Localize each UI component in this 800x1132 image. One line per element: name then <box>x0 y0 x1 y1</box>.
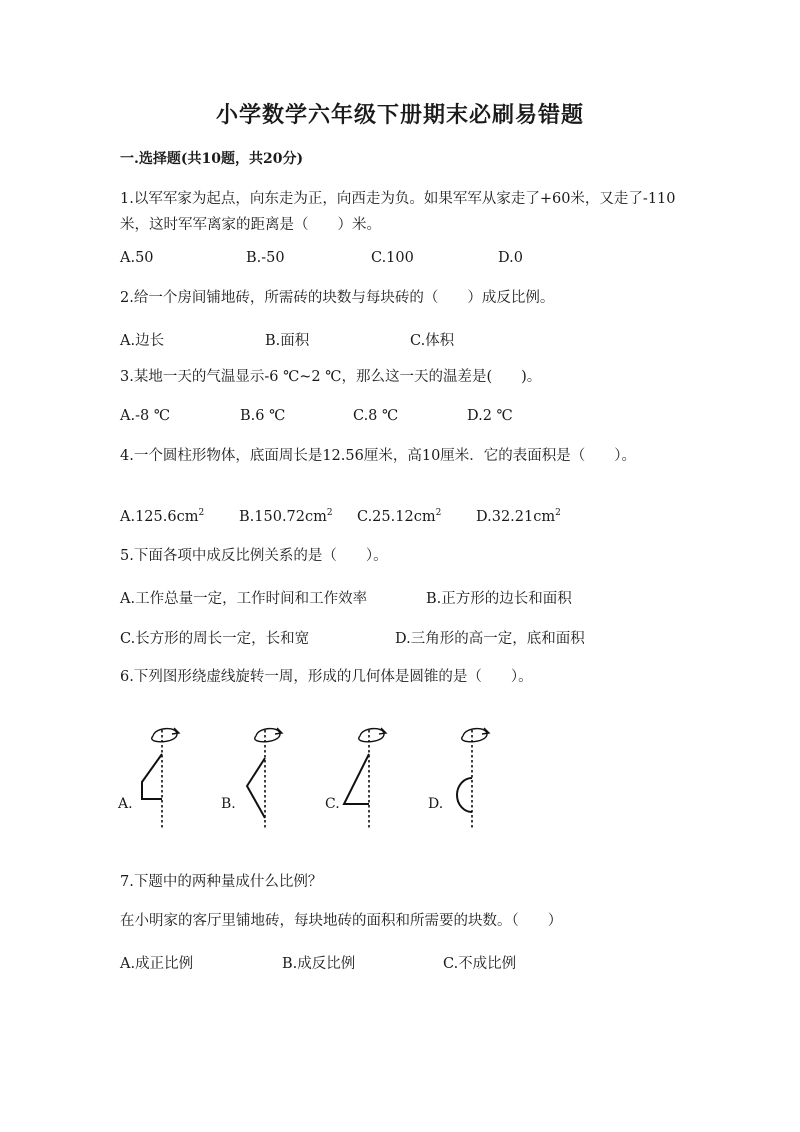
q5-option-a: A.工作总量一定，工作时间和工作效率 <box>120 591 368 607</box>
q7-option-a: A.成正比例 <box>120 956 194 972</box>
q4-option-c: $C.25.12cm^2$ <box>357 508 442 525</box>
q5-option-d: D.三角形的高一定，底和面积 <box>395 631 585 647</box>
q1-option-a: A.50 <box>120 250 154 266</box>
figure-b <box>218 718 318 830</box>
q4-option-b: $B.150.72cm^2$ <box>239 508 333 525</box>
figure-d <box>425 718 525 830</box>
question-3-stem: 3.某地一天的气温显示-6 ℃~2 ℃，那么这一天的温差是( )。 <box>120 369 542 385</box>
figure-b-label: B. <box>221 796 236 812</box>
q1-option-c: C.100 <box>371 250 414 266</box>
question-6-stem: 6.下列图形绕虚线旋转一周，形成的几何体是圆锥的是（ ）。 <box>120 669 533 685</box>
q1-option-b: B.-50 <box>246 250 285 266</box>
question-5-stem: 5.下面各项中成反比例关系的是（ ）。 <box>120 548 388 564</box>
q3-option-b: B.6 ℃ <box>240 408 286 424</box>
question-7-stem: 7.下题中的两种量成什么比例？ <box>120 874 323 890</box>
section-heading: 一.选择题(共10题，共20分) <box>120 151 304 167</box>
figure-a <box>115 718 215 830</box>
figure-d-label: D. <box>428 796 444 812</box>
q2-option-c: C.体积 <box>410 333 455 349</box>
q5-option-b: B.正方形的边长和面积 <box>426 591 572 607</box>
q2-option-a: A.边长 <box>120 333 165 349</box>
figure-c <box>322 718 422 830</box>
q5-option-c: C.长方形的周长一定，长和宽 <box>120 631 310 647</box>
q1-option-d: D.0 <box>498 250 523 266</box>
question-1-stem: 1.以军军家为起点，向东走为正，向西走为负。如果军军从家走了+60米，又走了-110米，这时军军离家的距离是（ ）米。 <box>120 191 676 233</box>
q2-option-b: B.面积 <box>265 333 310 349</box>
figure-a-label: A. <box>118 796 133 812</box>
question-2-stem: 2.给一个房间铺地砖，所需砖的块数与每块砖的（ ）成反比例。 <box>120 290 555 306</box>
question-4-stem: 4.一个圆柱形物体，底面周长是12.56厘米，高10厘米．它的表面积是（ ）。 <box>120 448 637 464</box>
question-7-sub: 在小明家的客厅里铺地砖，每块地砖的面积和所需要的块数。（ ） <box>120 913 563 929</box>
q7-option-c: C.不成比例 <box>443 956 517 972</box>
q3-option-a: A.-8 ℃ <box>120 408 171 424</box>
q3-option-d: D.2 ℃ <box>467 408 513 424</box>
page-title: 小学数学六年级下册期末必刷易错题 <box>215 102 584 128</box>
q4-option-d: $D.32.21cm^2$ <box>476 508 561 525</box>
rotation-figures <box>115 718 515 830</box>
q7-option-b: B.成反比例 <box>282 956 356 972</box>
q3-option-c: C.8 ℃ <box>353 408 399 424</box>
figure-c-label: C. <box>325 796 340 812</box>
q4-option-a: $A.125.6cm^2$ <box>120 508 205 525</box>
